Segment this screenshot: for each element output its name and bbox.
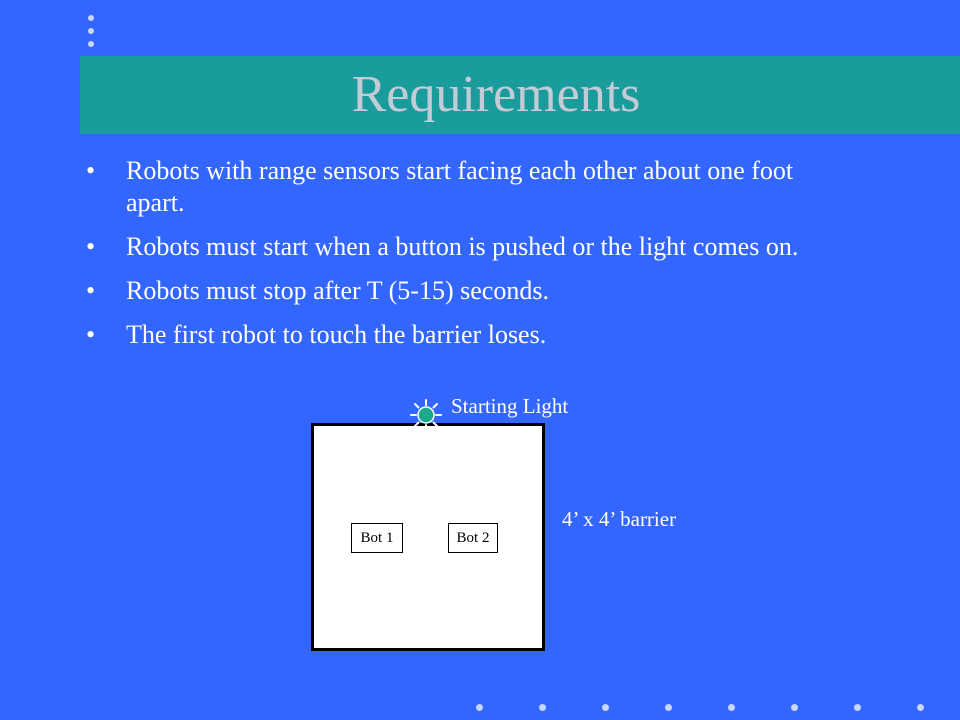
- bullet-marker: •: [86, 320, 96, 349]
- bullet-marker: •: [86, 156, 96, 185]
- bullet-text: The first robot to touch the barrier loses.: [126, 320, 547, 349]
- bot-2-label: Bot 2: [456, 530, 490, 546]
- bullet-text: Robots must start when a button is pushed or the light comes on.: [126, 232, 799, 261]
- sun-icon: [409, 398, 443, 432]
- barrier-box: [311, 423, 545, 651]
- bullet-marker: •: [86, 232, 96, 261]
- bullet-marker: •: [86, 276, 96, 305]
- bot-1-label: Bot 1: [360, 530, 394, 546]
- slide-title: Requirements: [351, 66, 641, 123]
- starting-light-label: Starting Light: [451, 394, 569, 418]
- bullet-text: Robots with range sensors start facing each other about one foot apart.: [126, 156, 794, 217]
- decorative-dots-bottom: [476, 704, 946, 716]
- bot-1-box: [351, 523, 403, 553]
- bot-2-box: [448, 523, 498, 553]
- bullet-text: Robots must stop after T (5-15) seconds.: [126, 276, 549, 305]
- barrier-label: 4’ x 4’ barrier: [562, 507, 677, 531]
